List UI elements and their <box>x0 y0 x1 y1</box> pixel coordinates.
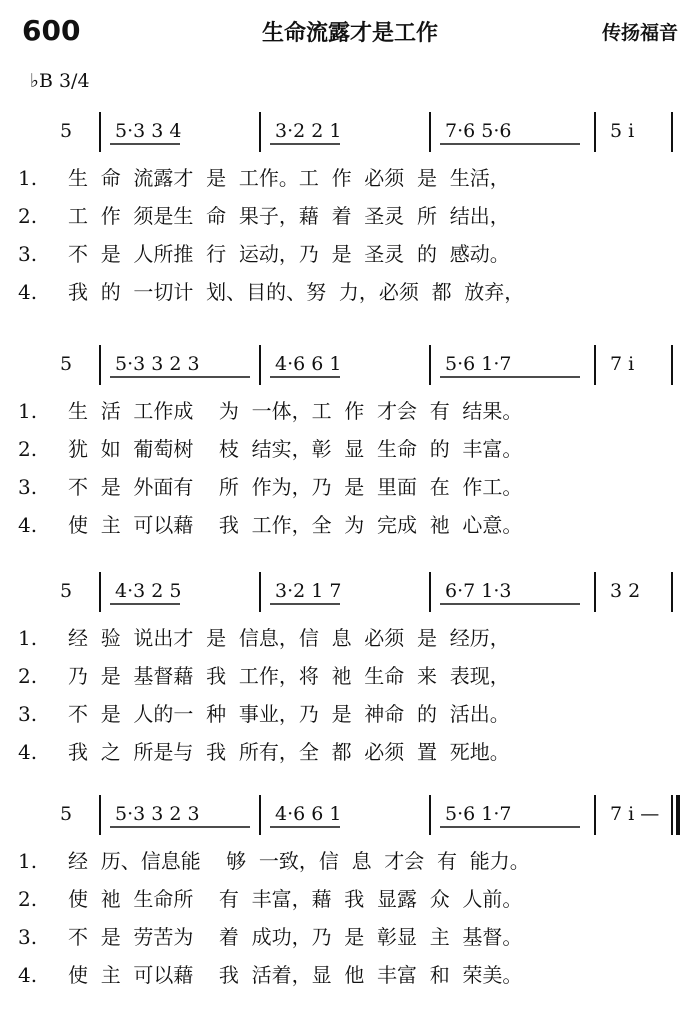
note-group: 5·3 3 2 3 <box>115 803 200 825</box>
lyric-line: 2. 工 作 须是生 命 果子，藉 着 圣灵 所 结出， <box>18 204 510 228</box>
note-group: 4·6 6 1 <box>275 803 342 825</box>
hymn-title: 生命流露才是工作 <box>261 21 438 46</box>
note-group: 5 <box>60 803 73 825</box>
key-time-signature: ♭B 3/4 <box>30 70 90 92</box>
note-group: 5·6 1·7 <box>445 803 512 825</box>
music-system-4 <box>0 795 700 1035</box>
note-group: 5 <box>60 353 73 375</box>
lyric-line: 4. 使 主 可以藉 我 工作，全 为 完成 祂 心意。 <box>18 513 523 537</box>
note-group: 4·3 2 5 <box>115 580 182 602</box>
note-group: 3·2 1 7 <box>275 580 342 602</box>
lyric-line: 4. 我 的 一切计 划、目的、努 力，必须 都 放弃， <box>18 280 525 304</box>
lyric-line: 1. 经 历、信息能 够 一致，信 息 才会 有 能力。 <box>18 849 530 873</box>
lyric-line: 4. 使 主 可以藉 我 活着，显 他 丰富 和 荣美。 <box>18 963 523 987</box>
hymn-number: 600 <box>22 14 81 47</box>
lyric-line: 3. 不 是 人所推 行 运动，乃 是 圣灵 的 感动。 <box>18 242 510 266</box>
lyric-line: 2. 使 祂 生命所 有 丰富，藉 我 显露 众 人前。 <box>18 887 523 911</box>
note-group: 5·3 3 4 <box>115 120 182 142</box>
lyric-line: 2. 犹 如 葡萄树 枝 结实，彰 显 生命 的 丰富。 <box>18 437 523 461</box>
note-group: 5·6 1·7 <box>445 353 512 375</box>
lyric-line: 3. 不 是 劳苦为 着 成功，乃 是 彰显 主 基督。 <box>18 925 523 949</box>
note-group: 7 i <box>610 353 635 375</box>
note-group: 4·6 6 1 <box>275 353 342 375</box>
lyric-line: 1. 生 命 流露才 是 工作。工 作 必须 是 生活， <box>18 166 510 190</box>
lyric-line: 2. 乃 是 基督藉 我 工作，将 祂 生命 来 表现， <box>18 664 510 688</box>
note-group: 7·6 5·6 <box>445 120 512 142</box>
note-group: 7 i — <box>610 803 660 825</box>
hymn-category: 传扬福音 <box>601 22 678 44</box>
note-group: 5·3 3 2 3 <box>115 353 200 375</box>
music-system-3 <box>0 572 700 812</box>
note-group: 3 2 <box>610 580 641 602</box>
music-system-1 <box>0 112 700 352</box>
note-group: 5 <box>60 120 73 142</box>
music-system-2 <box>0 345 700 585</box>
lyric-line: 3. 不 是 人的一 种 事业，乃 是 神命 的 活出。 <box>18 702 510 726</box>
note-group: 5 <box>60 580 73 602</box>
lyric-line: 3. 不 是 外面有 所 作为，乃 是 里面 在 作工。 <box>18 475 523 499</box>
lyric-line: 1. 生 活 工作成 为 一体，工 作 才会 有 结果。 <box>18 399 523 423</box>
lyric-line: 4. 我 之 所是与 我 所有，全 都 必须 置 死地。 <box>18 740 510 764</box>
note-group: 3·2 2 1 <box>275 120 342 142</box>
note-group: 6·7 1·3 <box>445 580 512 602</box>
note-group: 5 i <box>610 120 635 142</box>
lyric-line: 1. 经 验 说出才 是 信息，信 息 必须 是 经历， <box>18 626 510 650</box>
